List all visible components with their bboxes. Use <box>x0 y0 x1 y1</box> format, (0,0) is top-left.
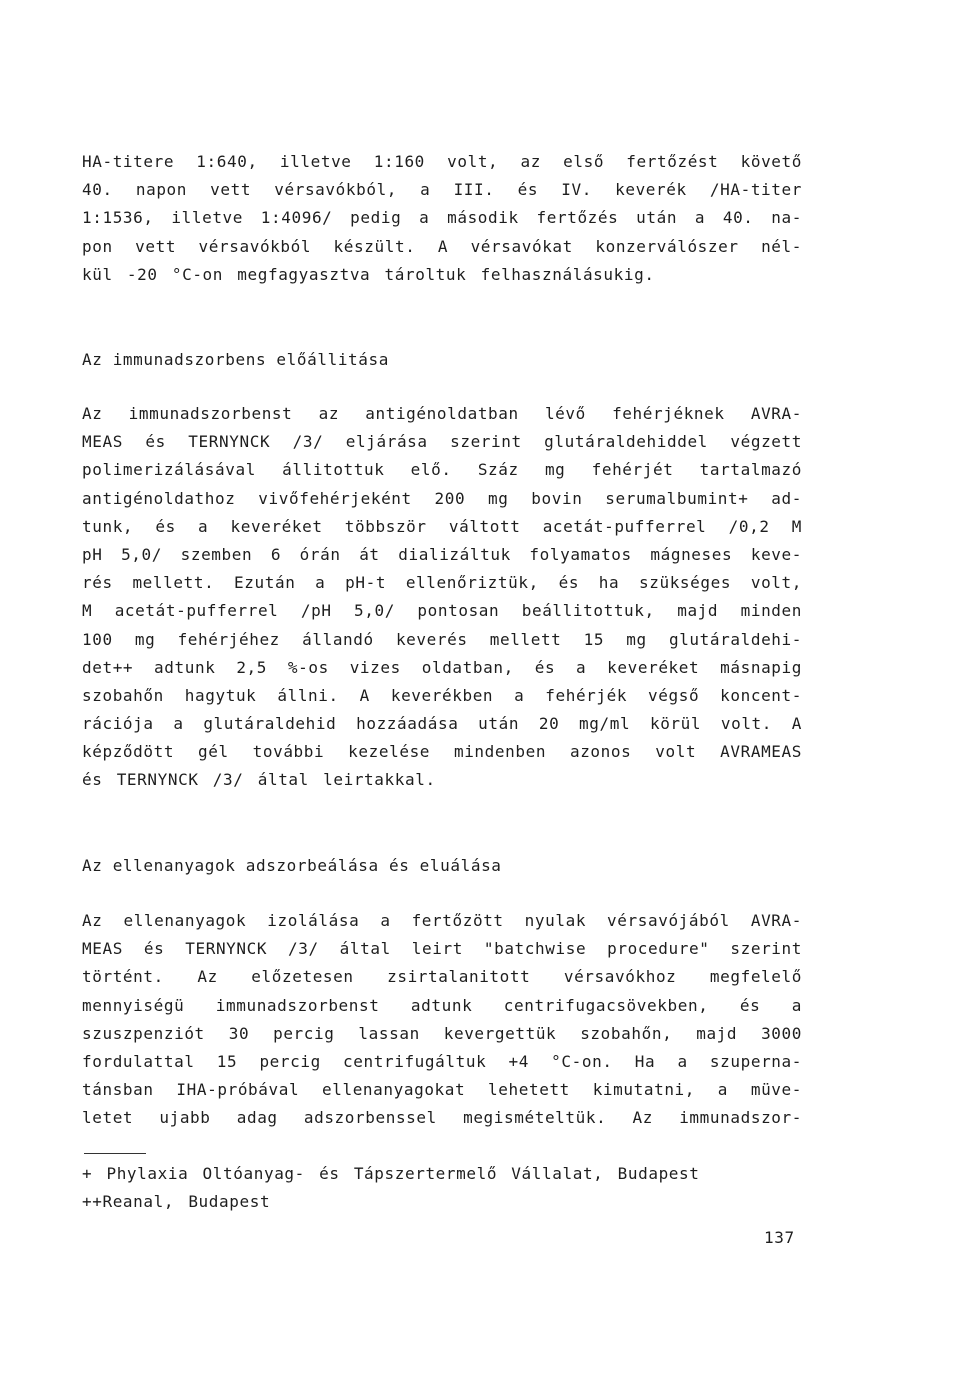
text-line: antigénoldathoz vivőfehérjeként 200 mg bovin serumalbumint+ ad- <box>82 488 802 508</box>
text-line: MEAS és TERNYNCK /3/ által leirt "batchwise procedure" szerint <box>82 939 802 959</box>
footnote-reanal: ++Reanal, Budapest <box>82 1192 271 1212</box>
text-line: letet ujabb adag adszorbenssel megismételtük. Az immunadszor- <box>82 1108 802 1128</box>
text-line: történt. Az előzetesen zsirtalanitott vérsavókhoz megfelelő <box>82 967 802 987</box>
page-number: 137 <box>764 1228 795 1247</box>
text-line: szuszpenziót 30 percig lassan kevergettük szobahőn, majd 3000 <box>82 1023 802 1043</box>
text-line: rációja a glutáraldehid hozzáadása után 20 mg/ml körül volt. A <box>82 714 802 734</box>
text-line: HA-titere 1:640, illetve 1:160 volt, az első fertőzést követő <box>82 152 802 171</box>
text-line: fordulattal 15 percig centrifugáltuk +4 °C-on. Ha a szuperna- <box>82 1051 802 1071</box>
footnote-divider <box>84 1153 146 1154</box>
text-line: rés mellett. Ezután a pH-t ellenőriztük, és ha szükséges volt, <box>82 573 802 593</box>
paragraph-antibody-isolation <box>82 907 802 1133</box>
text-line: MEAS és TERNYNCK /3/ eljárása szerint glutáraldehiddel végzett <box>82 432 802 452</box>
text-line: tunk, és a keveréket többször váltott acetát-pufferrel /0,2 M <box>82 516 802 536</box>
text-line: kül -20 °C-on megfagyasztva tároltuk felhasználásukig. <box>82 264 655 284</box>
text-line: 100 mg fehérjéhez állandó keverés mellett 15 mg glutáraldehi- <box>82 629 802 649</box>
text-line: képződött gél további kezelése mindenben azonos volt AVRAMEAS <box>82 742 802 762</box>
section-heading-adsorption-elution: Az ellenanyagok adszorbeálása és eluálása <box>82 856 502 875</box>
section-heading-immunoadsorbent: Az immunadszorbens előállitása <box>82 350 389 369</box>
text-line: szobahőn hagytuk állni. A keverékben a fehérjék végső koncent- <box>82 685 802 705</box>
text-line: det++ adtunk 2,5 %-os vizes oldatban, és a keveréket másnapig <box>82 657 802 677</box>
text-line: és TERNYNCK /3/ által leirtakkal. <box>82 770 436 790</box>
footnote-phylaxia: + Phylaxia Oltóanyag- és Tápszertermelő Vállalat, Budapest <box>82 1164 700 1183</box>
paragraph-sera-preparation <box>82 148 802 289</box>
text-line: 1:1536, illetve 1:4096/ pedig a második fertőzés után a 40. na- <box>82 208 802 228</box>
text-line: mennyiségü immunadszorbenst adtunk centrifugacsövekben, és a <box>82 995 802 1015</box>
text-line: M acetát-pufferrel /pH 5,0/ pontosan beállitottuk, majd minden <box>82 601 802 621</box>
text-line: Az immunadszorbenst az antigénoldatban lévő fehérjéknek AVRA- <box>82 404 802 423</box>
text-line: Az ellenanyagok izolálása a fertőzött nyulak vérsavójából AVRA- <box>82 911 802 930</box>
text-line: pH 5,0/ szemben 6 órán át dializáltuk folyamatos mágneses keve- <box>82 544 802 564</box>
text-line: pon vett vérsavókból készült. A vérsavókat konzerválószer nél- <box>82 236 802 256</box>
footnotes <box>82 1160 802 1216</box>
text-line: polimerizálásával állitottuk elő. Száz mg fehérjét tartalmazó <box>82 460 802 480</box>
text-line: tánsban IHA-próbával ellenanyagokat lehetett kimutatni, a müve- <box>82 1080 802 1100</box>
paragraph-immunoadsorbent-method <box>82 400 802 795</box>
text-line: 40. napon vett vérsavókból, a III. és IV. keverék /HA-titer <box>82 180 802 200</box>
